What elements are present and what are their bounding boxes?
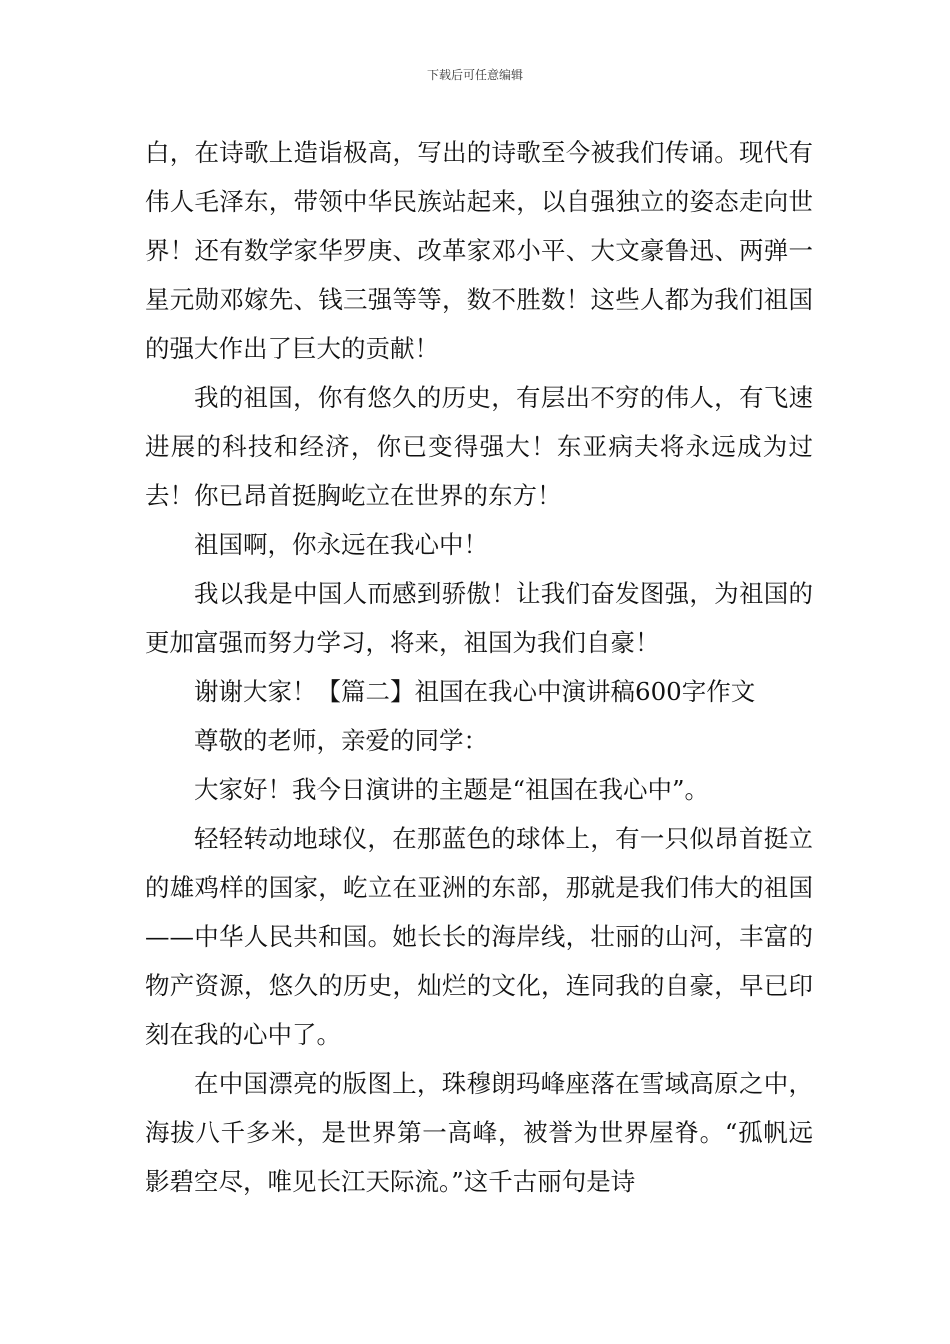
document-body xyxy=(145,128,813,1206)
page-header: 下载后可任意编辑 xyxy=(426,68,523,82)
paragraph-6: 尊敬的老师，亲爱的同学： xyxy=(194,726,488,755)
paragraph-7: 大家好！我今日演讲的主题是“祖国在我心中”。 xyxy=(194,775,710,804)
paragraph-2: 我的祖国，你有悠久的历史，有层出不穷的伟人，有飞速进展的科技和经济，你已变得强大！东亚病夫将永远成为过去！你已昂首挺胸屹立在世界的东方！ xyxy=(145,383,813,510)
paragraph-9: 在中国漂亮的版图上，珠穆朗玛峰座落在雪域高原之中，海拔八千多米，是世界第一高峰，被誉为世界屋脊。“孤帆远影碧空尽，唯见长江天际流。”这千古丽句是诗 xyxy=(145,1069,813,1196)
paragraph-1: 白，在诗歌上造诣极高，写出的诗歌至今被我们传诵。现代有伟人毛泽东，带领中华民族站起来，以自强独立的姿态走向世界！还有数学家华罗庚、改革家邓小平、大文豪鲁迅、两弹一星元勋邓嫁先、钱三强等等，数不胜数！这些人都为我们祖国的强大作出了巨大的贡献！ xyxy=(145,138,813,363)
paragraph-4: 我以我是中国人而感到骄傲！让我们奋发图强，为祖国的更加富强而努力学习，将来，祖国为我们自豪！ xyxy=(145,579,813,657)
paragraph-3: 祖国啊，你永远在我心中！ xyxy=(194,530,488,559)
paragraph-8: 轻轻转动地球仪，在那蓝色的球体上，有一只似昂首挺立的雄鸡样的国家，屹立在亚洲的东部，那就是我们伟大的祖国——中华人民共和国。她长长的海岸线，壮丽的山河，丰富的物产资源，悠久的历史，灿烂的文化，连同我的自豪，早已印刻在我的心中了。 xyxy=(145,824,813,1049)
paragraph-5: 谢谢大家！【篇二】祖国在我心中演讲稿600字作文 xyxy=(194,677,756,706)
